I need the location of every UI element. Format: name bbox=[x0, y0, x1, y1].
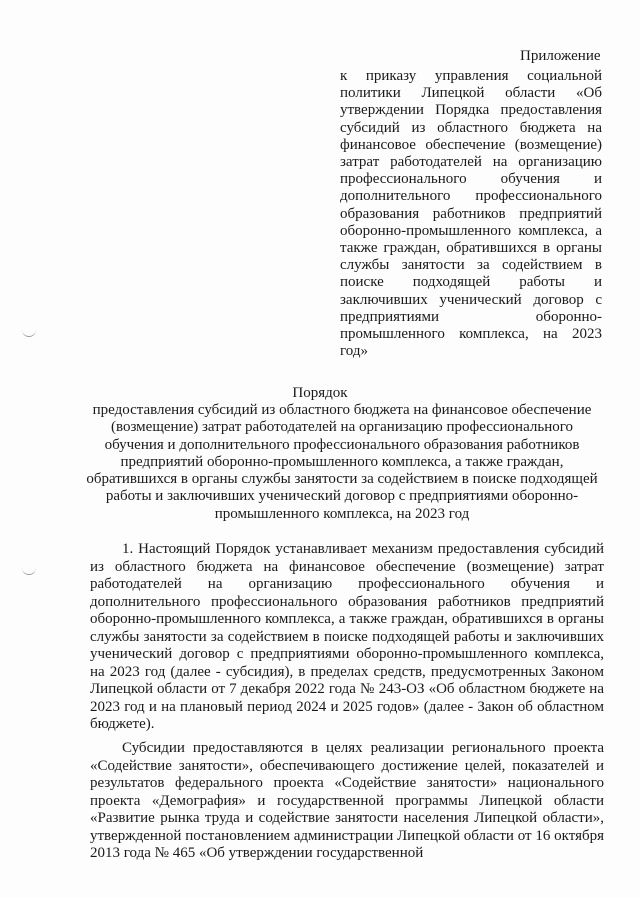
margin-hole-mark bbox=[22, 330, 36, 337]
document-subtitle: предоставления субсидий из областного бюджета на финансовое обеспечение (возмещение) затрат работодателей на организацию профессионального обучения и дополнительного профессионального образования работников предприятий оборонно-промышленного комплекса, а также граждан, обратившихся в органы службы занятости за содействием в поиске подходящей работы и заключивших ученический договор с предприятиями оборонно-промышленного комплекса, на 2023 год bbox=[86, 402, 598, 522]
paragraph-2: Субсидии предоставляются в целях реализации регионального проекта «Содействие занятости», обеспечивающего достижение целей, показателей и результатов федерального проекта «Содействие занятости» национального проекта «Демография» и государственной программы Липецкой области «Развитие рынка труда и содействие занятости населения Липецкой области», утвержденной постановлением администрации Липецкой области от 16 октября 2013 года № 465 «Об утверждении государственной bbox=[90, 740, 604, 861]
document-title: Порядок bbox=[292, 385, 348, 401]
appendix-body: к приказу управления социальной политики Липецкой области «Об утверждении Порядка предоставления субсидий из областного бюджета на финансовое обеспечение (возмещение) затрат работодателей на организацию профессионального обучения и дополнительного профессионального образования работников предприятий оборонно-промышленного комплекса, а также граждан, обратившихся в органы службы занятости за содействием в поиске подходящей работы и заключивших ученический договор с предприятиями оборонно-промышленного комплекса, на 2023 год» bbox=[340, 68, 602, 360]
appendix-heading: Приложение bbox=[520, 48, 601, 64]
margin-hole-mark bbox=[22, 568, 36, 575]
paragraph-1: 1. Настоящий Порядок устанавливает механизм предоставления субсидий из областного бюджета на финансовое обеспечение (возмещение) затрат работодателей на организацию профессионального обучения и дополнительного профессионального образования работников предприятий оборонно-промышленного комплекса, а также граждан, обратившихся в органы службы занятости за содействием в поиске подходящей работы и заключивших ученический договор с предприятиями оборонно-промышленного комплекса, на 2023 год (далее - субсидия), в пределах средств, предусмотренных Законом Липецкой области от 7 декабря 2022 года № 243-ОЗ «Об областном бюджете на 2023 год и на плановый период 2024 и 2025 годов» (далее - Закон об областном бюджете). bbox=[90, 541, 604, 732]
